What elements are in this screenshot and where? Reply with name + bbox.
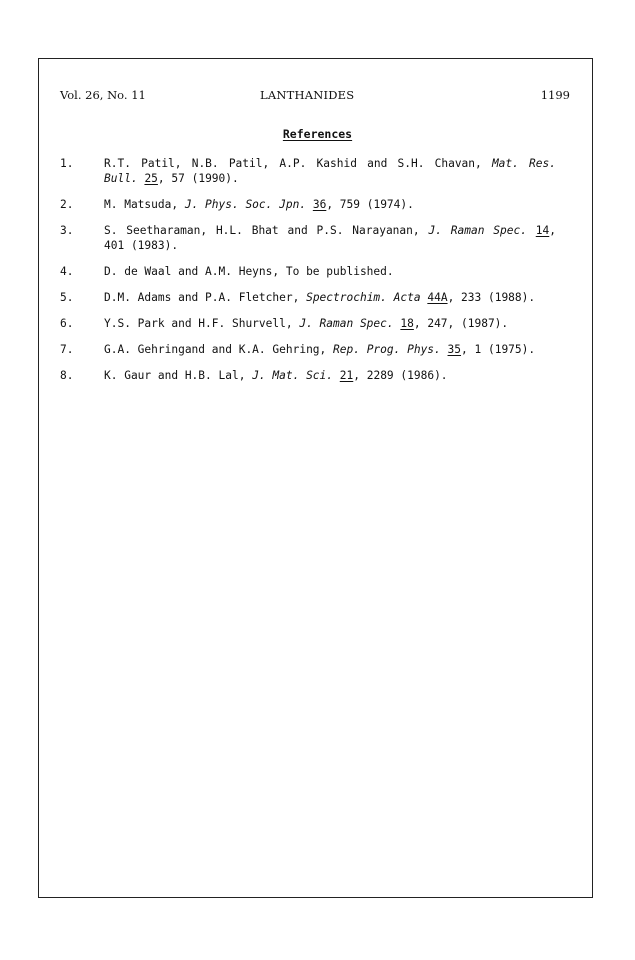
volume-number: 36	[312, 198, 327, 211]
reference-segment: , 57 (1990).	[157, 172, 239, 185]
reference-segment	[441, 343, 448, 356]
reference-segment: , 759 (1974).	[326, 198, 414, 211]
reference-list	[60, 156, 556, 394]
reference-item	[60, 223, 556, 253]
reference-segment: , 247, (1987).	[413, 317, 509, 330]
reference-item	[60, 342, 556, 357]
reference-text	[104, 156, 556, 186]
reference-segment: S. Seetharaman, H.L. Bhat and P.S. Narayanan,	[104, 224, 429, 237]
running-header	[60, 88, 570, 104]
journal-name: J. Raman Spec.	[299, 317, 394, 330]
reference-segment: , 401 (1983).	[104, 224, 556, 252]
reference-segment: , 233 (1988).	[447, 291, 536, 304]
reference-number: 8.	[60, 369, 74, 382]
reference-segment: G.A. Gehringand and K.A. Gehring,	[104, 343, 334, 356]
journal-name: Rep. Prog. Phys.	[333, 343, 441, 356]
reference-item	[60, 368, 556, 383]
journal-name: J. Raman Spec.	[428, 224, 527, 237]
reference-segment	[527, 224, 536, 237]
reference-text	[104, 316, 556, 331]
reference-number: 4.	[60, 265, 74, 278]
reference-segment: D. de Waal and A.M. Heyns, To be published.	[104, 265, 394, 278]
reference-text	[104, 223, 556, 253]
reference-segment: D.M. Adams and P.A. Fletcher,	[104, 291, 307, 304]
volume-number: 21	[339, 369, 354, 382]
reference-number: 5.	[60, 291, 74, 304]
volume-number: 18	[400, 317, 414, 330]
reference-segment	[333, 369, 340, 382]
reference-item	[60, 316, 556, 331]
reference-item	[60, 264, 556, 279]
journal-name: J. Mat. Sci.	[252, 369, 334, 382]
reference-number: 1.	[60, 157, 74, 170]
running-title: LANTHANIDES	[260, 88, 355, 102]
reference-text	[104, 368, 556, 383]
reference-segment: , 1 (1975).	[461, 343, 536, 356]
reference-segment: Y.S. Park and H.F. Shurvell,	[104, 317, 300, 330]
journal-name: Mat. Res. Bull.	[104, 157, 556, 185]
journal-name: J. Phys. Soc. Jpn.	[184, 198, 307, 211]
reference-segment: M. Matsuda,	[104, 198, 185, 211]
reference-segment: , 2289 (1986).	[353, 369, 448, 382]
volume-number: 14	[535, 224, 550, 237]
reference-text	[104, 264, 556, 279]
volume-label: Vol. 26, No. 11	[60, 88, 146, 102]
references-heading	[0, 127, 635, 141]
page-number: 1199	[540, 88, 570, 102]
reference-item	[60, 197, 556, 212]
reference-segment: K. Gaur and H.B. Lal,	[104, 369, 253, 382]
reference-text	[104, 342, 556, 357]
reference-segment	[306, 198, 313, 211]
journal-name: Spectrochim. Acta	[306, 291, 421, 304]
reference-item	[60, 156, 556, 186]
volume-number: 25	[144, 172, 158, 185]
reference-number: 7.	[60, 343, 74, 356]
reference-text	[104, 197, 556, 212]
reference-number: 6.	[60, 317, 74, 330]
reference-text	[104, 290, 556, 305]
reference-segment: R.T. Patil, N.B. Patil, A.P. Kashid and S.H. Chavan,	[104, 157, 492, 170]
reference-number: 2.	[60, 198, 74, 211]
references-heading-text: References	[282, 127, 353, 141]
reference-number: 3.	[60, 224, 74, 237]
volume-number: 44A	[427, 291, 448, 304]
volume-number: 35	[447, 343, 462, 356]
reference-item	[60, 290, 556, 305]
